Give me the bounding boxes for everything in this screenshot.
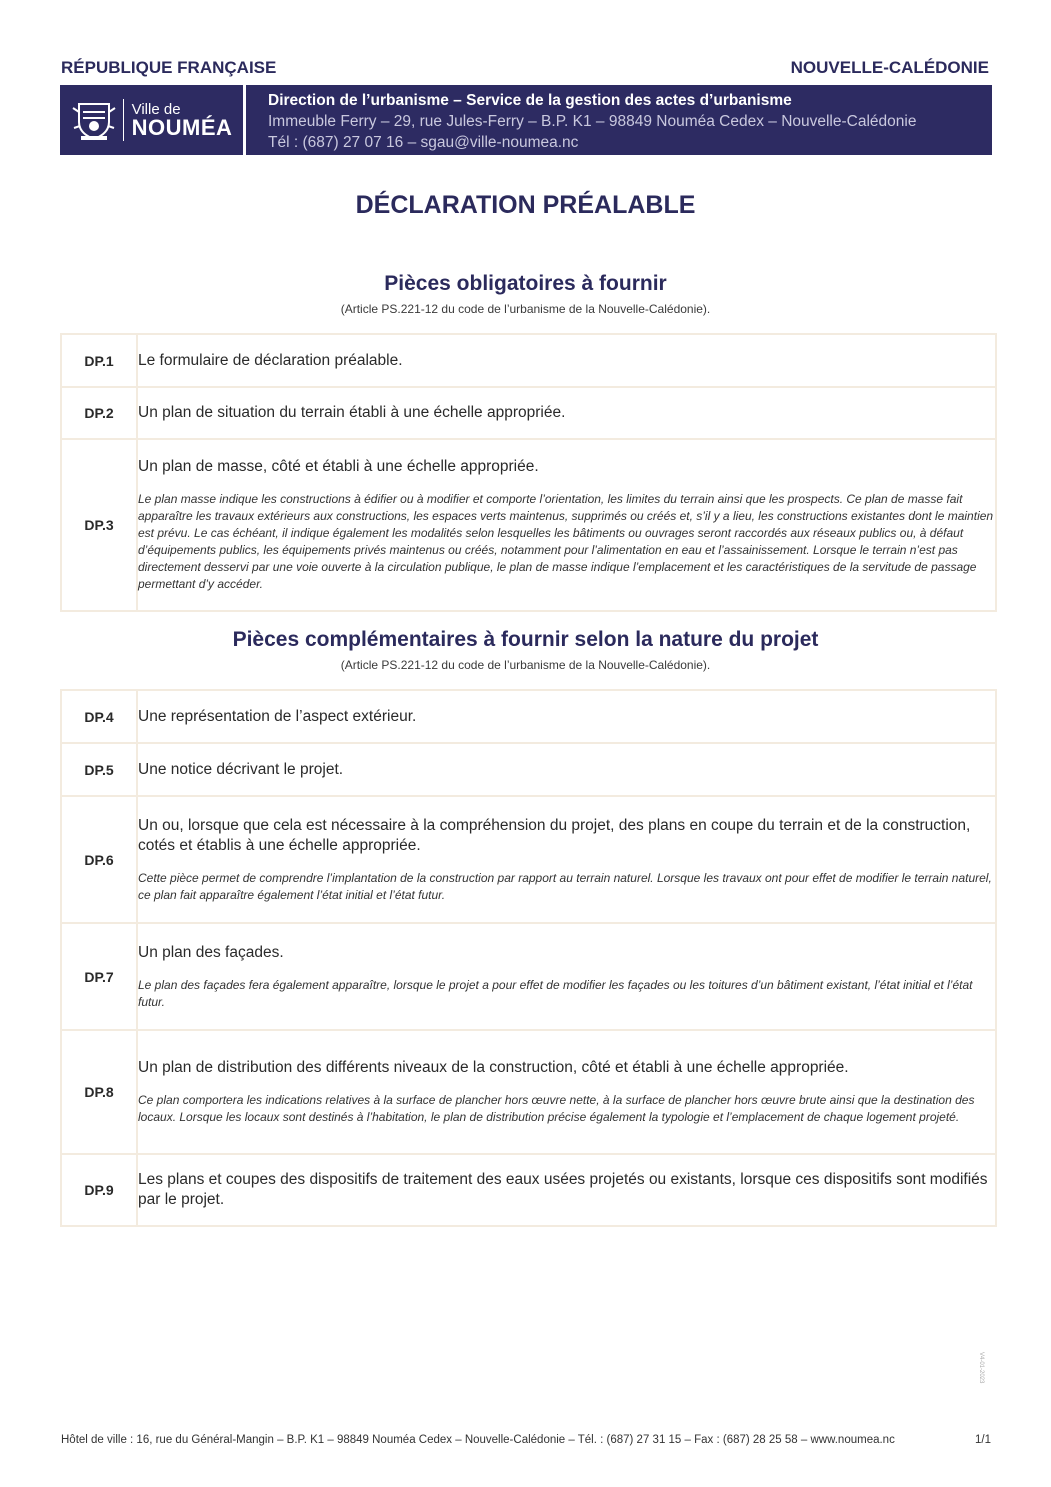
piece-description bbox=[137, 439, 996, 611]
table-row bbox=[61, 690, 996, 743]
header-republique: RÉPUBLIQUE FRANÇAISE bbox=[61, 58, 277, 77]
piece-description bbox=[137, 1030, 996, 1154]
piece-text: Les plans et coupes des dispositifs de traitement des eaux usées projetés ou existants, lorsque ces dispositifs sont modifiés par le projet. bbox=[138, 1171, 988, 1208]
section-subtitle-complementaires: (Article PS.221-12 du code de l’urbanisme de la Nouvelle-Calédonie). bbox=[340, 658, 711, 672]
piece-description bbox=[137, 690, 996, 743]
city-logo bbox=[60, 85, 243, 155]
banner-contact: Tél : (687) 27 07 16 – sgau@ville-noumea.nc bbox=[268, 134, 579, 151]
table-row bbox=[61, 796, 996, 923]
piece-text: Un plan des façades. bbox=[138, 943, 284, 961]
piece-code: DP.3 bbox=[61, 439, 137, 611]
piece-code: DP.2 bbox=[61, 387, 137, 439]
piece-text: Une représentation de l’aspect extérieur. bbox=[138, 707, 417, 725]
header-banner bbox=[60, 85, 992, 155]
piece-description bbox=[137, 387, 996, 439]
table-row bbox=[61, 743, 996, 796]
table-row bbox=[61, 1030, 996, 1154]
city-crest-icon bbox=[71, 98, 117, 142]
section-title-complementaires: Pièces complémentaires à fournir selon la nature du projet bbox=[232, 628, 819, 651]
piece-description bbox=[137, 1154, 996, 1226]
piece-note: Cette pièce permet de comprendre l’implantation de la construction par rapport au terrain naturel. Lorsque les travaux ont pour effet de modifier le terrain naturel, ce plan fait apparaître également l’état initial et l’état futur. bbox=[138, 870, 992, 902]
piece-description bbox=[137, 743, 996, 796]
table-row bbox=[61, 439, 996, 611]
banner-separator bbox=[243, 85, 246, 155]
footer-address: Hôtel de ville : 16, rue du Général-Mangin – B.P. K1 – 98849 Nouméa Cedex – Nouvelle-Calédonie – Tél. : (687) 27 31 15 – Fax : (687) 28 25 58 – www.noumea.nc bbox=[61, 1434, 895, 1446]
piece-code: DP.1 bbox=[61, 334, 137, 387]
table-row bbox=[61, 334, 996, 387]
table-row bbox=[61, 387, 996, 439]
piece-code: DP.4 bbox=[61, 690, 137, 743]
piece-text: Un plan de distribution des différents niveaux de la construction, côté et établi à une échelle appropriée. bbox=[138, 1059, 849, 1076]
document-version: V4-01-2023 bbox=[978, 1352, 984, 1384]
page-number: 1/1 bbox=[975, 1434, 991, 1446]
piece-description bbox=[137, 796, 996, 923]
piece-text: Un ou, lorsque que cela est nécessaire à la compréhension du projet, des plans en coupe du terrain et de la construction, cotés et établis à une échelle appropriée. bbox=[138, 816, 971, 854]
banner-service: Direction de l’urbanisme – Service de la gestion des actes d’urbanisme bbox=[268, 92, 792, 109]
piece-description bbox=[137, 923, 996, 1030]
piece-code: DP.9 bbox=[61, 1154, 137, 1226]
piece-code: DP.5 bbox=[61, 743, 137, 796]
logo-text-small: Ville de bbox=[131, 100, 181, 118]
piece-note: Ce plan comportera les indications relatives à la surface de plancher hors œuvre nette, à la surface de plancher hors œuvre brute ainsi que la destination des locaux. Lorsque les locaux sont destinés à l’habitation, le plan de distribution précise également la typologie et l’emplacement de chaque logement projeté. bbox=[138, 1093, 975, 1124]
page-title: DÉCLARATION PRÉALABLE bbox=[355, 191, 696, 219]
piece-description bbox=[137, 334, 996, 387]
table-pieces-complementaires bbox=[60, 689, 997, 1227]
piece-text: Le formulaire de déclaration préalable. bbox=[138, 351, 403, 369]
banner-address: Immeuble Ferry – 29, rue Jules-Ferry – B.P. K1 – 98849 Nouméa Cedex – Nouvelle-Calédonie bbox=[268, 113, 917, 130]
logo-text-big: NOUMÉA bbox=[131, 114, 233, 140]
table-row bbox=[61, 923, 996, 1030]
piece-text: Un plan de masse, côté et établi à une échelle appropriée. bbox=[138, 458, 539, 475]
section-title-obligatoires: Pièces obligatoires à fournir bbox=[384, 272, 667, 295]
header-territory: NOUVELLE-CALÉDONIE bbox=[790, 58, 989, 77]
piece-text: Un plan de situation du terrain établi à une échelle appropriée. bbox=[138, 404, 566, 421]
table-row bbox=[61, 1154, 996, 1226]
logo-divider bbox=[123, 99, 124, 141]
section-subtitle-obligatoires: (Article PS.221-12 du code de l’urbanisme de la Nouvelle-Calédonie). bbox=[340, 302, 711, 316]
piece-code: DP.8 bbox=[61, 1030, 137, 1154]
table-pieces-obligatoires bbox=[60, 333, 997, 612]
piece-code: DP.6 bbox=[61, 796, 137, 923]
piece-text: Une notice décrivant le projet. bbox=[138, 760, 344, 778]
piece-note: Le plan masse indique les constructions à édifier ou à modifier et comporte l’orientation, les limites du terrain ainsi que les prospects. Ce plan de masse fait apparaître les travaux extérieurs aux constructions, les espaces verts maintenus, supprimés ou créés et, s’il y a lieu, les constructions existantes dont le maintien est prévu. Le cas échéant, il indique également les modalités selon lesquelles les bâtiments ou ouvrages seront raccordés aux réseaux publics ou, à défaut d’équipements publics, les équipements privés maintenus ou créés, notamment pour l’alimentation en eau et l’assainissement. Lorsque le terrain n’est pas directement desservi par une voie ouverte à la circulation publique, le plan de masse indique l’emplacement et les caractéristiques de la servitude de passage permettant d’y accéder. bbox=[138, 492, 994, 591]
piece-code: DP.7 bbox=[61, 923, 137, 1030]
piece-note: Le plan des façades fera également apparaître, lorsque le projet a pour effet de modifier les façades ou les toitures d’un bâtiment existant, l’état initial et l’état futur. bbox=[138, 977, 973, 1009]
